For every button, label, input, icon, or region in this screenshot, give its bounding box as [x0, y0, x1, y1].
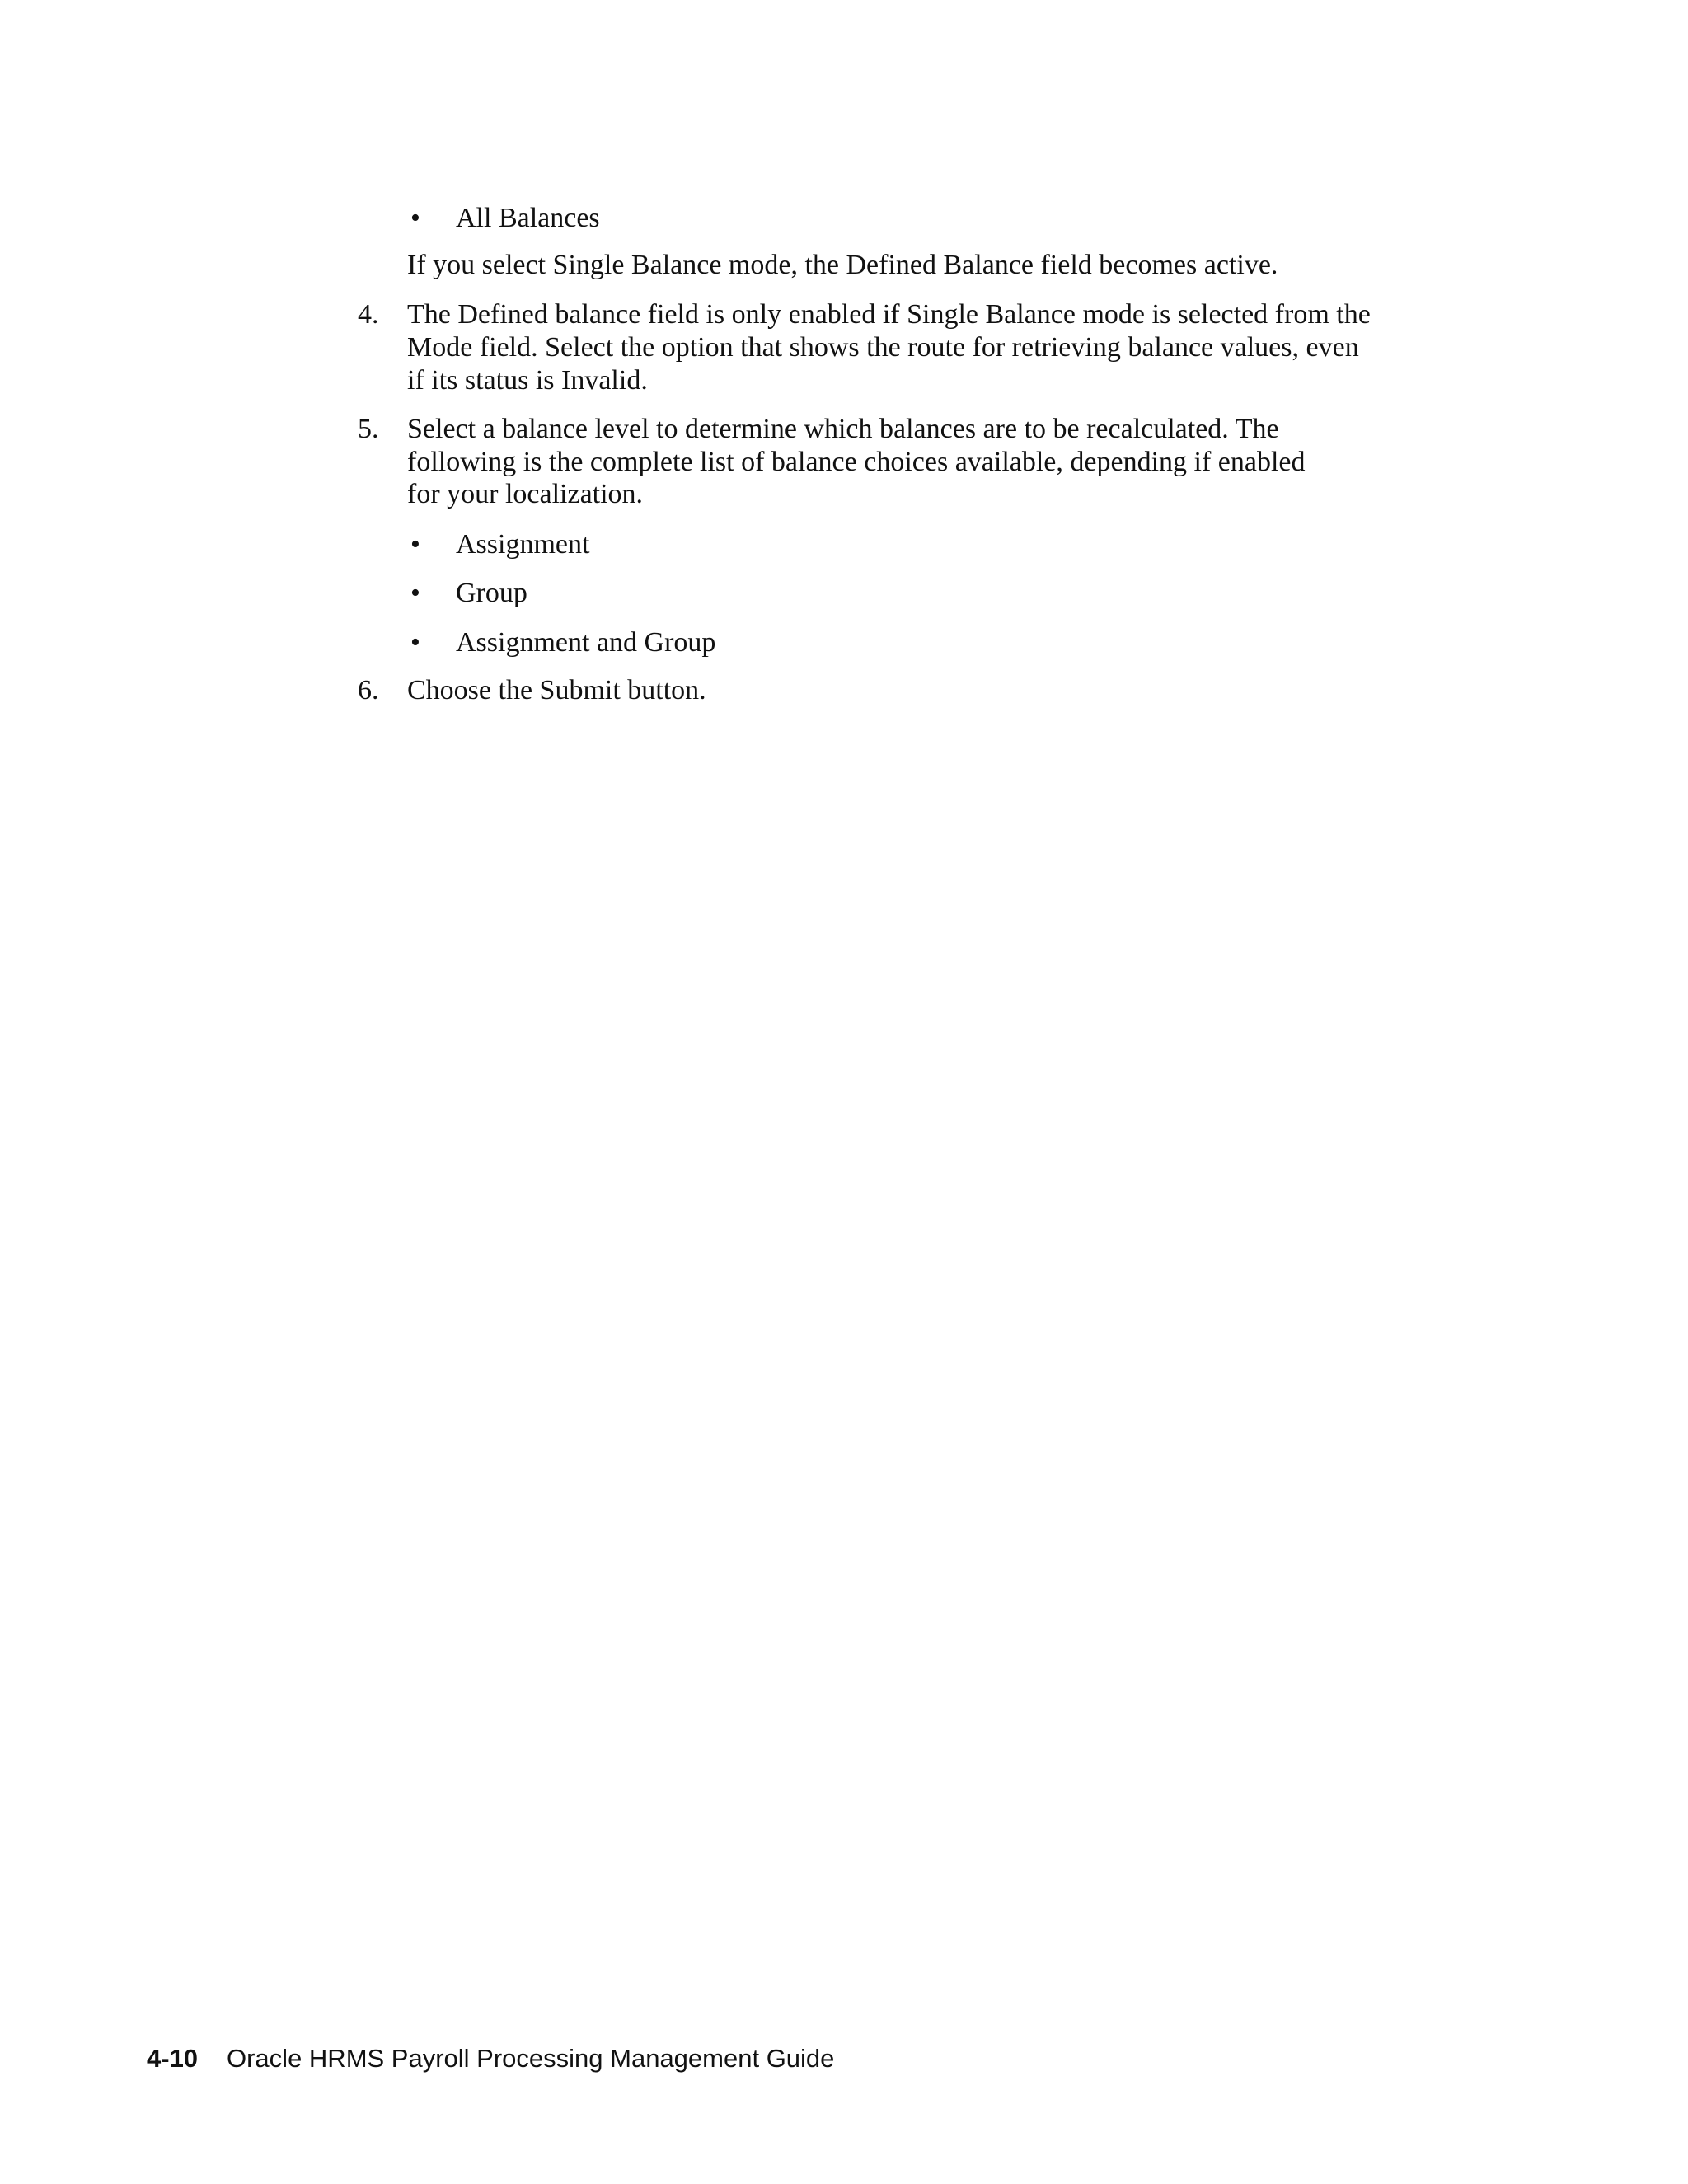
step-4-line-2: Mode field. Select the option that shows the route for retrieving balance values, even — [407, 332, 1359, 363]
footer-guide-title: Oracle HRMS Payroll Processing Management Guide — [227, 2044, 835, 2073]
step-5-line-3: for your localization. — [407, 479, 644, 509]
bullet-dot-icon: • — [410, 627, 420, 658]
step-5-line-1: Select a balance level to determine which balances are to be recalculated. The — [407, 414, 1279, 444]
bullet-dot-icon: • — [410, 529, 420, 560]
step-5-number: 5. — [358, 414, 379, 444]
bullet-dot-icon: • — [410, 578, 420, 608]
single-mode-note: If you select Single Balance mode, the Defined Balance field becomes active. — [407, 250, 1278, 280]
footer-page-number: 4-10 — [147, 2044, 199, 2073]
step-4-line-3: if its status is Invalid. — [407, 365, 648, 396]
bullet-item-assignment-and-group: Assignment and Group — [456, 627, 716, 658]
bullet-dot-icon: • — [410, 203, 420, 233]
step-5-line-2: following is the complete list of balance choices available, depending if enabled — [407, 447, 1306, 477]
step-4-line-1: The Defined balance field is only enabled if Single Balance mode is selected from the — [407, 299, 1371, 330]
bullet-item-group: Group — [456, 578, 528, 608]
step-6-number: 6. — [358, 675, 379, 705]
bullet-item-all-balances: All Balances — [456, 203, 600, 233]
step-6-line-1: Choose the Submit button. — [407, 675, 706, 705]
step-4-number: 4. — [358, 299, 379, 330]
bullet-item-assignment: Assignment — [456, 529, 590, 560]
